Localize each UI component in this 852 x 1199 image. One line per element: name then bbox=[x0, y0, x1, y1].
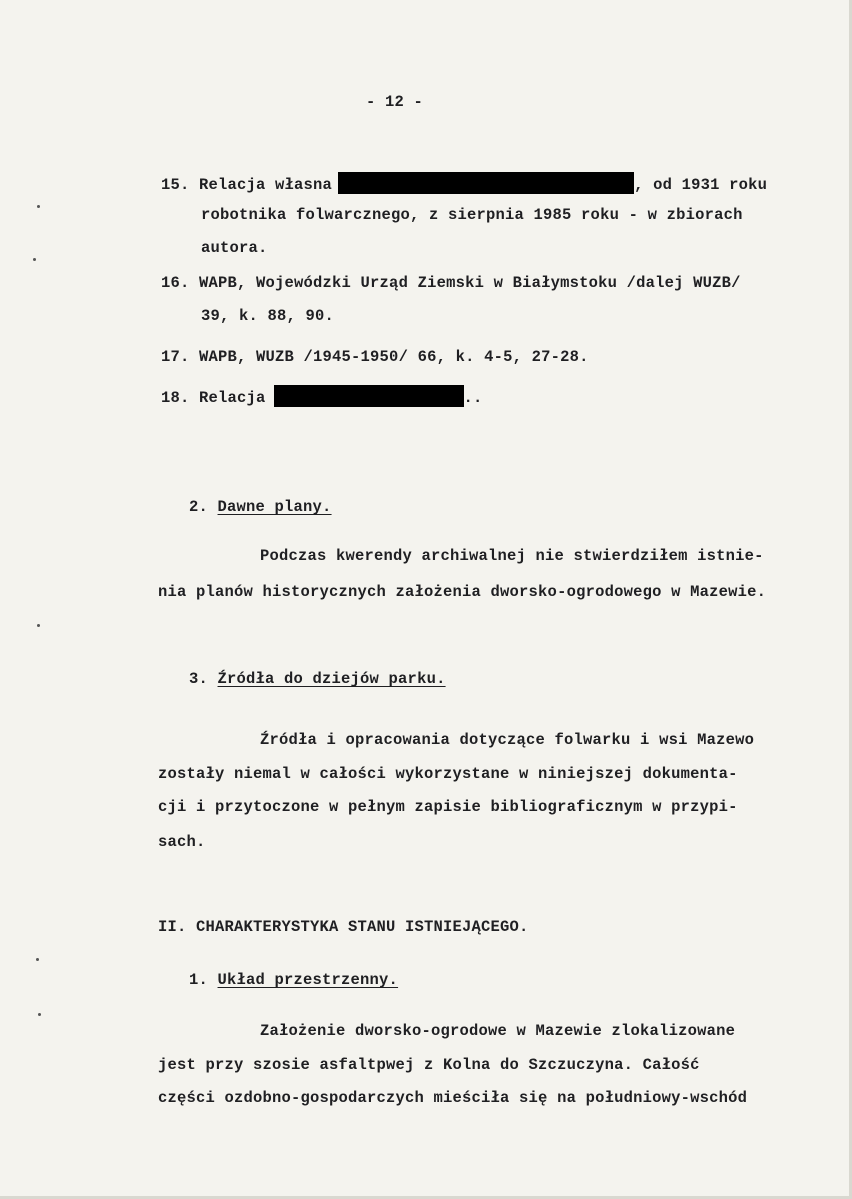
footnote-number: 16. bbox=[161, 274, 190, 292]
paragraph-line: części ozdobno-gospodarczych mieściła się na południowy-wschód bbox=[158, 1089, 748, 1107]
section-title: Dawne plany. bbox=[217, 498, 332, 516]
footnote-text: , od 1931 roku bbox=[634, 176, 768, 194]
paragraph-line: zostały niemal w całości wykorzystane w niniejszej dokumenta- bbox=[158, 765, 738, 783]
paragraph-line: nia planów historycznych założenia dworsko-ogrodowego w Mazewie. bbox=[158, 583, 767, 601]
section-number: 1. bbox=[189, 971, 209, 989]
paragraph-line: jest przy szosie asfaltpwej z Kolna do Szczuczyna. Całość bbox=[158, 1056, 700, 1074]
paragraph-line: Założenie dworsko-ogrodowe w Mazewie zlokalizowane bbox=[260, 1022, 736, 1040]
footnote-17-line-1 bbox=[161, 347, 589, 367]
scan-speck bbox=[38, 1013, 41, 1016]
footnote-18-line-1 bbox=[161, 385, 483, 408]
section-1-heading bbox=[189, 970, 398, 990]
redaction-bar bbox=[274, 385, 464, 407]
page-number: - 12 - bbox=[366, 93, 424, 111]
footnote-number: 17. bbox=[161, 348, 190, 366]
footnote-number: 15. bbox=[161, 176, 190, 194]
section-number: 2. bbox=[189, 498, 209, 516]
scan-speck bbox=[37, 624, 40, 627]
section-2-heading bbox=[189, 497, 332, 517]
footnote-15-line-1 bbox=[161, 172, 767, 195]
redaction-bar bbox=[338, 172, 634, 194]
paragraph-line: Podczas kwerendy archiwalnej nie stwierdziłem istnie- bbox=[260, 547, 764, 565]
footnote-text: .. bbox=[463, 389, 483, 407]
footnote-16-line-1 bbox=[161, 273, 741, 293]
section-3-heading bbox=[189, 669, 446, 689]
footnote-text: WAPB, WUZB /1945-1950/ 66, k. 4-5, 27-28. bbox=[199, 348, 589, 366]
footnote-15-line-2: robotnika folwarcznego, z sierpnia 1985 roku - w zbiorach bbox=[201, 206, 743, 224]
scan-speck bbox=[37, 205, 40, 208]
footnote-16-line-2: 39, k. 88, 90. bbox=[201, 307, 335, 325]
footnote-text: Relacja własna bbox=[199, 176, 333, 194]
paragraph-line: sach. bbox=[158, 833, 206, 851]
paragraph-line: cji i przytoczone w pełnym zapisie bibliograficznym w przypi- bbox=[158, 798, 738, 816]
scan-speck bbox=[36, 958, 39, 961]
footnote-number: 18. bbox=[161, 389, 190, 407]
footnote-text: Relacja bbox=[199, 389, 266, 407]
section-title: Układ przestrzenny. bbox=[217, 971, 399, 989]
paragraph-line: Źródła i opracowania dotyczące folwarku i wsi Mazewo bbox=[260, 731, 755, 749]
footnote-15-line-3: autora. bbox=[201, 239, 268, 257]
footnote-text: WAPB, Wojewódzki Urząd Ziemski w Białymstoku /dalej WUZB/ bbox=[199, 274, 741, 292]
section-number: 3. bbox=[189, 670, 209, 688]
chapter-heading: II. CHARAKTERYSTYKA STANU ISTNIEJĄCEGO. bbox=[158, 918, 529, 936]
section-title: Źródła do dziejów parku. bbox=[217, 670, 446, 688]
scan-speck bbox=[33, 258, 36, 261]
